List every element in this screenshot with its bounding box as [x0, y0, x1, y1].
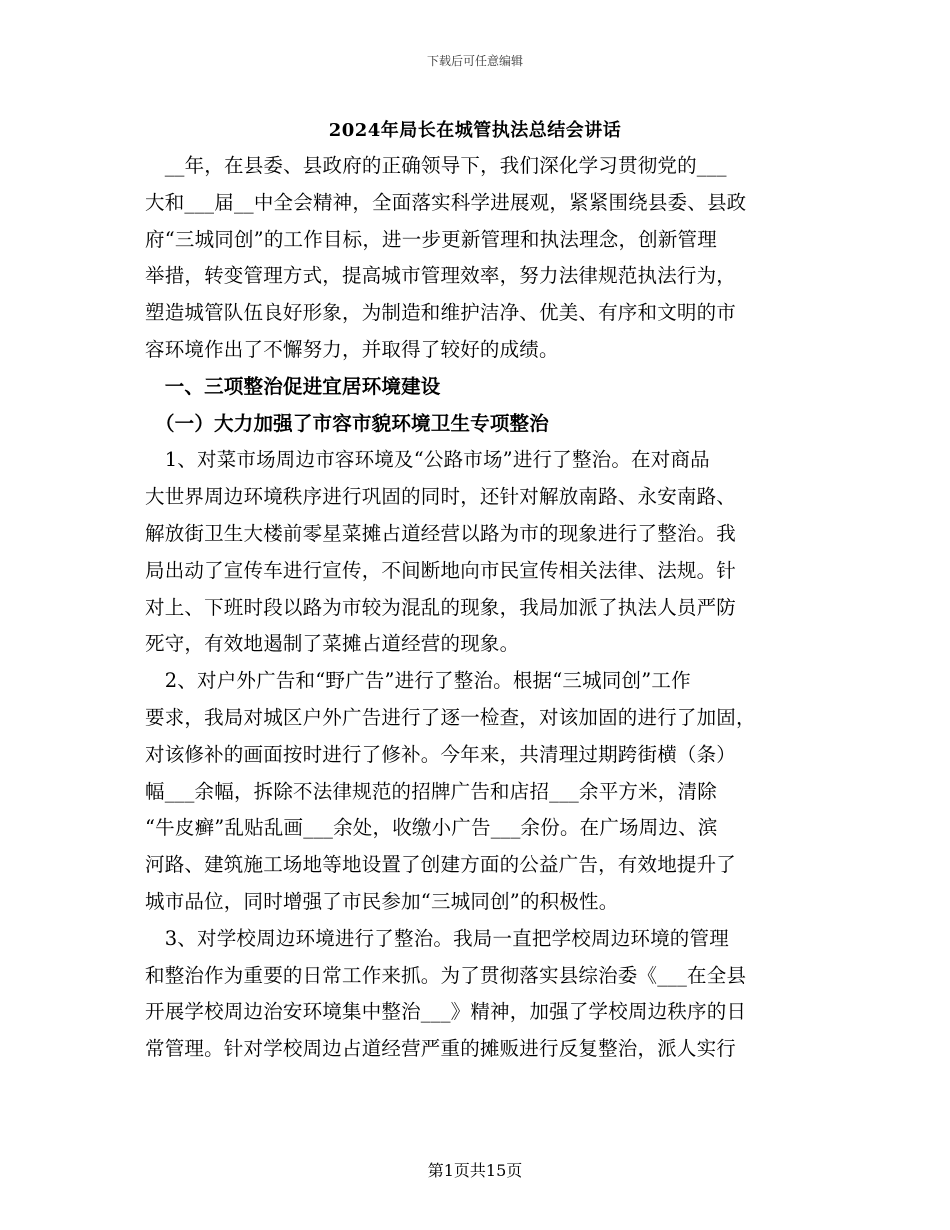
page-header-note: 下载后可任意编辑 [426, 54, 523, 68]
text-line: 城市品位，同时增强了市民参加“三城同创”的积极性。 [145, 889, 619, 913]
section-heading: 一、三项整治促进宜居环境建设 [145, 374, 441, 398]
document-body [145, 148, 810, 1068]
text-line: 府“三城同创”的工作目标，进一步更新管理和执法理念，创新管理 [145, 227, 717, 251]
text-line: 局出动了宣传车进行宣传，不间断地向市民宣传相关法律、法规。针 [145, 558, 737, 582]
page-number: 第1页共15页 [427, 1161, 523, 1180]
text-line: 容环境作出了不懈努力，并取得了较好的成绩。 [145, 337, 559, 361]
text-line: 死守，有效地遏制了菜摊占道经营的现象。 [145, 632, 520, 656]
text-line: 对上、下班时段以路为市较为混乱的现象，我局加派了执法人员严防 [145, 595, 737, 619]
text-line: 大和___届__中全会精神，全面落实科学进展观，紧紧围绕县委、县政 [145, 190, 747, 214]
text-line: 河路、建筑施工场地等地设置了创建方面的公益广告，有效地提升了 [145, 853, 737, 877]
text-line: 开展学校周边治安环境集中整治___》精神，加强了学校周边秩序的日 [145, 1000, 747, 1024]
text-line: 举措，转变管理方式，提高城市管理效率，努力法律规范执法行为， [145, 264, 737, 288]
text-line: __年，在县委、县政府的正确领导下，我们深化学习贯彻党的___ [145, 154, 727, 177]
text-line: 和整治作为重要的日常工作来抓。为了贯彻落实县综治委《___在全县 [145, 963, 747, 987]
text-line: “牛皮癣”乱贴乱画___余处，收缴小广告___余份。在广场周边、滨 [145, 816, 718, 840]
subsection-heading: （一）大力加强了市容市貌环境卫生专项整治 [145, 411, 549, 435]
text-line: 要求，我局对城区户外广告进行了逐一检查，对该加固的进行了加固， [145, 705, 756, 729]
text-line: 对该修补的画面按时进行了修补。今年来，共清理过期跨街横（条） [145, 742, 737, 766]
text-line: 3、对学校周边环境进行了整治。我局一直把学校周边环境的管理 [145, 926, 729, 950]
text-line: 2、对户外广告和“野广告”进行了整治。根据“三城同创”工作 [145, 669, 691, 693]
text-line: 解放街卫生大楼前零星菜摊占道经营以路为市的现象进行了整治。我 [145, 521, 737, 545]
text-line: 塑造城管队伍良好形象，为制造和维护洁净、优美、有序和文明的市 [145, 301, 737, 325]
text-line: 1、对菜市场周边市容环境及“公路市场”进行了整治。在对商品 [145, 448, 710, 472]
text-line: 大世界周边环境秩序进行巩固的同时，还针对解放南路、永安南路、 [145, 485, 737, 509]
page-title: 2024年局长在城管执法总结会讲话 [328, 120, 622, 141]
text-line: 常管理。针对学校周边占道经营严重的摊贩进行反复整治，派人实行 [145, 1037, 737, 1061]
text-line: 幅___余幅，拆除不法律规范的招牌广告和店招___余平方米，清除 [145, 779, 717, 803]
